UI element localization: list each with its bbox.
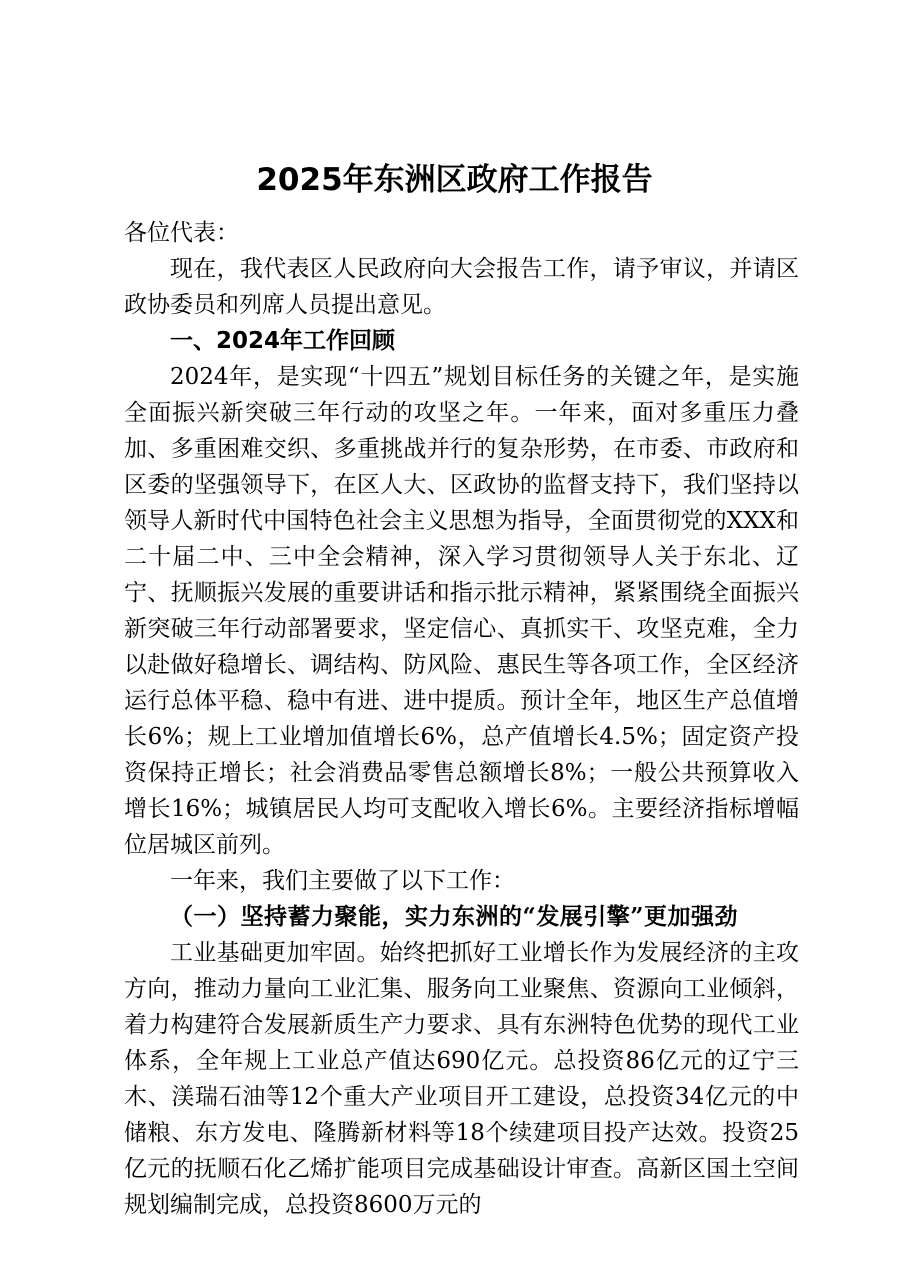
paragraph-industry: 工业基础更加牢固。始终把抓好工业增长作为发展经济的主攻方向，推动力量向工业汇集、服务向工业聚焦、资源向工业倾斜，着力构建符合发展新质生产力要求、具有东洲特色优势的现代工业体系，全年规上工业总产值达690亿元。总投资86亿元的辽宁三木、渼瑞石油等12个重大产业项目开工建设，总投资34亿元的中储粮、东方发电、隆腾新材料等18个续建项目投产达效。投资25亿元的抚顺石化乙烯扩能项目完成基础设计审查。高新区国土空间规划编制完成，总投资8600万元的: [124, 940, 799, 1218]
subsection-heading: （一）坚持蓄力聚能，实力东洲的“发展引擎”更加强劲: [170, 903, 738, 930]
salutation: 各位代表：: [124, 220, 239, 246]
paragraph-work-intro: 一年来，我们主要做了以下工作：: [170, 868, 515, 894]
document-body: [124, 215, 799, 1223]
paragraph-intro: 现在，我代表区人民政府向大会报告工作，请予审议，并请区政协委员和列席人员提出意见。: [124, 256, 799, 318]
section-heading: 一、2024年工作回顾: [170, 328, 396, 354]
document-title: 2025年东洲区政府工作报告: [256, 162, 653, 198]
paragraph-review: 2024年，是实现“十四五”规划目标任务的关键之年，是实施全面振兴新突破三年行动的攻坚之年。一年来，面对多重压力叠加、多重困难交织、多重挑战并行的复杂形势，在市委、市政府和区委的坚强领导下，在区人大、区政协的监督支持下，我们坚持以领导人新时代中国特色社会主义思想为指导，全面贯彻党的XXX和二十届二中、三中全会精神，深入学习贯彻领导人关于东北、辽宁、抚顺振兴发展的重要讲话和指示批示精神，紧紧围绕全面振兴新突破三年行动部署要求，坚定信心、真抓实干、攻坚克难，全力以赴做好稳增长、调结构、防风险、惠民生等各项工作，全区经济运行总体平稳、稳中有进、进中提质。预计全年，地区生产总值增长6%；规上工业增加值增长6%，总产值增长4.5%；固定资产投资保持正增长；社会消费品零售总额增长8%；一般公共预算收入增长16%；城镇居民人均可支配收入增长6%。主要经济指标增幅位居城区前列。: [124, 364, 799, 858]
